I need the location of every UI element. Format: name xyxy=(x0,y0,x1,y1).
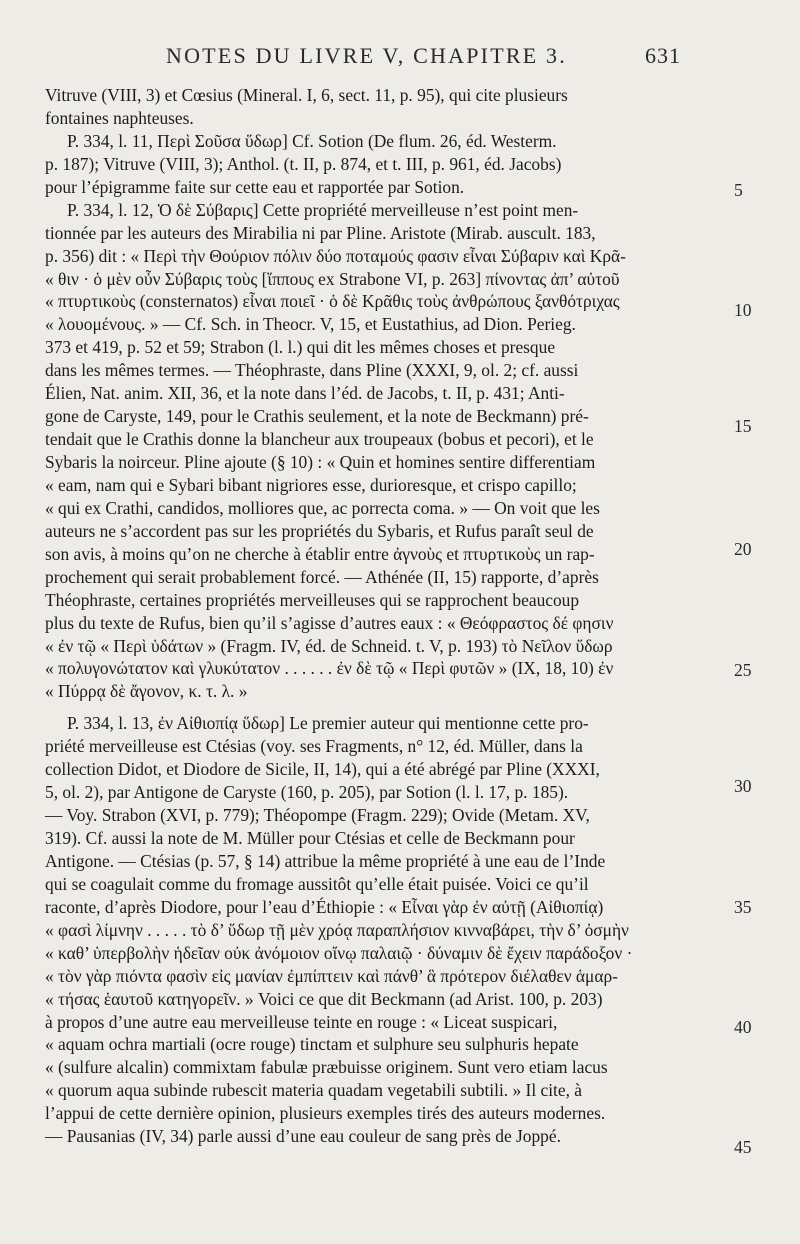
text-line: « καθ’ ὑπερβολὴν ἡδεῖαν οὐκ ἀνόμοιον οἴνῳ παλαιῷ · δύναμιν δὲ ἔχειν παράδοξον · xyxy=(45,942,633,963)
page-number: 631 xyxy=(645,43,681,68)
text-line: qui se coagulait comme du fromage aussitôt qu’elle était puisée. Voici ce qu’il xyxy=(45,873,589,894)
text-line: P. 334, l. 11, Περὶ Σοῦσα ὕδωρ] Cf. Sotion (De flum. 26, éd. Westerm. xyxy=(67,130,557,151)
line-number: 20 xyxy=(734,539,752,559)
text-line: Théophraste, certaines propriétés merveilleuses qui se rapprochent beaucoup xyxy=(45,589,580,610)
text-line: P. 334, l. 13, ἐν Αἰθιοπίᾳ ὕδωρ] Le premier auteur qui mentionne cette pro- xyxy=(67,713,589,734)
text-line: « πολυγονώτατον καὶ γλυκύτατον . . . . . . ἐν δὲ τῷ « Περὶ φυτῶν » (IX, 18, 10) ἐν xyxy=(45,658,614,679)
line-number: 40 xyxy=(734,1017,752,1037)
text-line: « φασὶ λίμνην . . . . . τὸ δ’ ὕδωρ τῇ μὲν χρόᾳ παραπλήσιον κινναβάρει, τὴν δ’ ὀσμὴν xyxy=(45,919,629,940)
text-line: Antigone. — Ctésias (p. 57, § 14) attribue la même propriété à une eau de l’Inde xyxy=(45,850,606,871)
notes-text xyxy=(45,84,720,1148)
text-line: Élien, Nat. anim. XII, 36, et la note dans l’éd. de Jacobs, t. II, p. 431; Anti- xyxy=(45,383,565,404)
text-line: à propos d’une autre eau merveilleuse teinte en rouge : « Liceat suspicari, xyxy=(45,1011,558,1032)
text-line: « πτυρτικοὺς (consternatos) εἶναι ποιεῖ · ὁ δὲ Κρᾶθις τοὺς ἀνθρώπους ξανθότριχας xyxy=(45,291,620,312)
text-line: plus du texte de Rufus, bien qu’il s’agisse d’autres eaux : « Θεόφραστος δέ φησιν xyxy=(45,612,614,633)
text-line: « τὸν γὰρ πιόντα φασὶν εἰς μανίαν ἐμπίπτειν καὶ πάνθ’ ἃ πρότερον διέλαθεν ἁμαρ- xyxy=(45,965,618,986)
text-line: « λουομένους. » — Cf. Sch. in Theocr. V, 15, et Eustathius, ad Dion. Perieg. xyxy=(45,314,576,335)
text-line: « Πύρρᾳ δὲ ἄγονον, κ. τ. λ. » xyxy=(45,681,248,702)
text-line: collection Didot, et Diodore de Sicile, II, 14), qui a été abrégé par Pline (XXXI, xyxy=(45,759,600,780)
text-line: « eam, nam qui e Sybari bibant nigriores esse, durioresque, et crispo capillo; xyxy=(45,474,577,495)
page-header xyxy=(0,43,800,75)
line-number: 5 xyxy=(734,180,743,200)
text-line: tendait que le Crathis donne la blancheur aux troupeaux (bobus et pecori), et le xyxy=(45,429,594,450)
text-line: — Voy. Strabon (XVI, p. 779); Théopompe (Fragm. 229); Ovide (Metam. XV, xyxy=(45,805,590,826)
text-line: Vitruve (VIII, 3) et Cœsius (Mineral. I, 6, sect. 11, p. 95), qui cite plusieurs xyxy=(45,85,568,105)
text-line: 5, ol. 2), par Antigone de Caryste (160, p. 205), par Sotion (l. l. 17, p. 185). xyxy=(45,782,569,803)
text-line: prochement qui serait probablement forcé. — Athénée (II, 15) rapporte, d’après xyxy=(45,566,599,587)
text-line: Sybaris la noirceur. Pline ajoute (§ 10) : « Quin et homines sentire differentiam xyxy=(45,452,596,472)
text-line: P. 334, l. 12, Ὁ δὲ Σύβαρις] Cette propriété merveilleuse n’est point men- xyxy=(67,199,579,220)
text-line: « θιν · ὁ μὲν οὖν Σύβαρις τοὺς [ἵππους ex Strabone VI, p. 263] πίνοντας ἀπ’ αὐτοῦ xyxy=(45,268,620,289)
text-line: raconte, d’après Diodore, pour l’eau d’Éthiopie : « Εἶναι γὰρ ἐν αὐτῇ (Αἰθιοπίᾳ) xyxy=(45,896,604,917)
text-line: auteurs ne s’accordent pas sur les propriétés du Sybaris, et Rufus paraît seul de xyxy=(45,520,594,541)
text-line: « aquam ochra martiali (ocre rouge) tinctam et sulphure seu sulphuris hepate xyxy=(45,1034,579,1055)
text-line: « ἐν τῷ « Περὶ ὑδάτων » (Fragm. IV, éd. de Schneid. t. V, p. 193) τὸ Νεῖλον ὕδωρ xyxy=(45,635,613,656)
text-line: « quorum aqua subinde rubescit materia quadam vegetabili subtili. » Il cite, à xyxy=(45,1080,583,1101)
line-number: 45 xyxy=(734,1137,752,1157)
text-line: p. 356) dit : « Περὶ τὴν Θούριον πόλιν δύο ποταμούς φασιν εἶναι Σύβαριν καὶ Κρᾶ- xyxy=(45,245,626,266)
text-line: p. 187); Vitruve (VIII, 3); Anthol. (t. II, p. 874, et t. III, p. 961, éd. Jacobs) xyxy=(45,153,562,174)
text-line: « τήσας ἑαυτοῦ κατηγορεῖν. » Voici ce que dit Beckmann (ad Arist. 100, p. 203) xyxy=(45,988,603,1009)
text-line: gone de Caryste, 149, pour le Crathis seulement, et la note de Beckmann) pré- xyxy=(45,406,589,427)
text-line: pour l’épigramme faite sur cette eau et rapportée par Sotion. xyxy=(45,176,465,197)
text-line: « qui ex Crathi, candidos, molliores que, ac porrecta coma. » — On voit que les xyxy=(45,497,600,518)
text-line: fontaines naphteuses. xyxy=(45,107,194,128)
text-line: 319). Cf. aussi la note de M. Müller pour Ctésias et celle de Beckmann pour xyxy=(45,828,575,848)
text-line: tionnée par les auteurs des Mirabilia ni par Pline. Aristote (Mirab. auscult. 183, xyxy=(45,222,596,243)
text-line: 373 et 419, p. 52 et 59; Strabon (l. l.) qui dit les mêmes choses et presque xyxy=(45,337,556,358)
running-head: NOTES DU LIVRE V, CHAPITRE 3. xyxy=(166,43,567,68)
line-number: 15 xyxy=(734,416,752,436)
text-line: l’appui de cette dernière opinion, plusieurs exemples tirés des auteurs modernes. xyxy=(45,1103,606,1124)
line-number: 25 xyxy=(734,660,752,680)
text-line: son avis, à moins qu’on ne cherche à établir entre ἀγνοὺς et πτυρτικοὺς un rap- xyxy=(45,543,595,564)
text-line: priété merveilleuse est Ctésias (voy. ses Fragments, n° 12, éd. Müller, dans la xyxy=(45,736,583,757)
line-number: 30 xyxy=(734,776,752,796)
text-line: — Pausanias (IV, 34) parle aussi d’une eau couleur de sang près de Joppé. xyxy=(45,1126,561,1147)
text-line: « (sulfure alcalin) commixtam fabulæ præbuisse originem. Sunt vero etiam lacus xyxy=(45,1057,608,1078)
text-line: dans les mêmes termes. — Théophraste, dans Pline (XXXI, 9, ol. 2; cf. aussi xyxy=(45,360,579,381)
line-number: 10 xyxy=(734,300,752,320)
line-number: 35 xyxy=(734,897,752,917)
